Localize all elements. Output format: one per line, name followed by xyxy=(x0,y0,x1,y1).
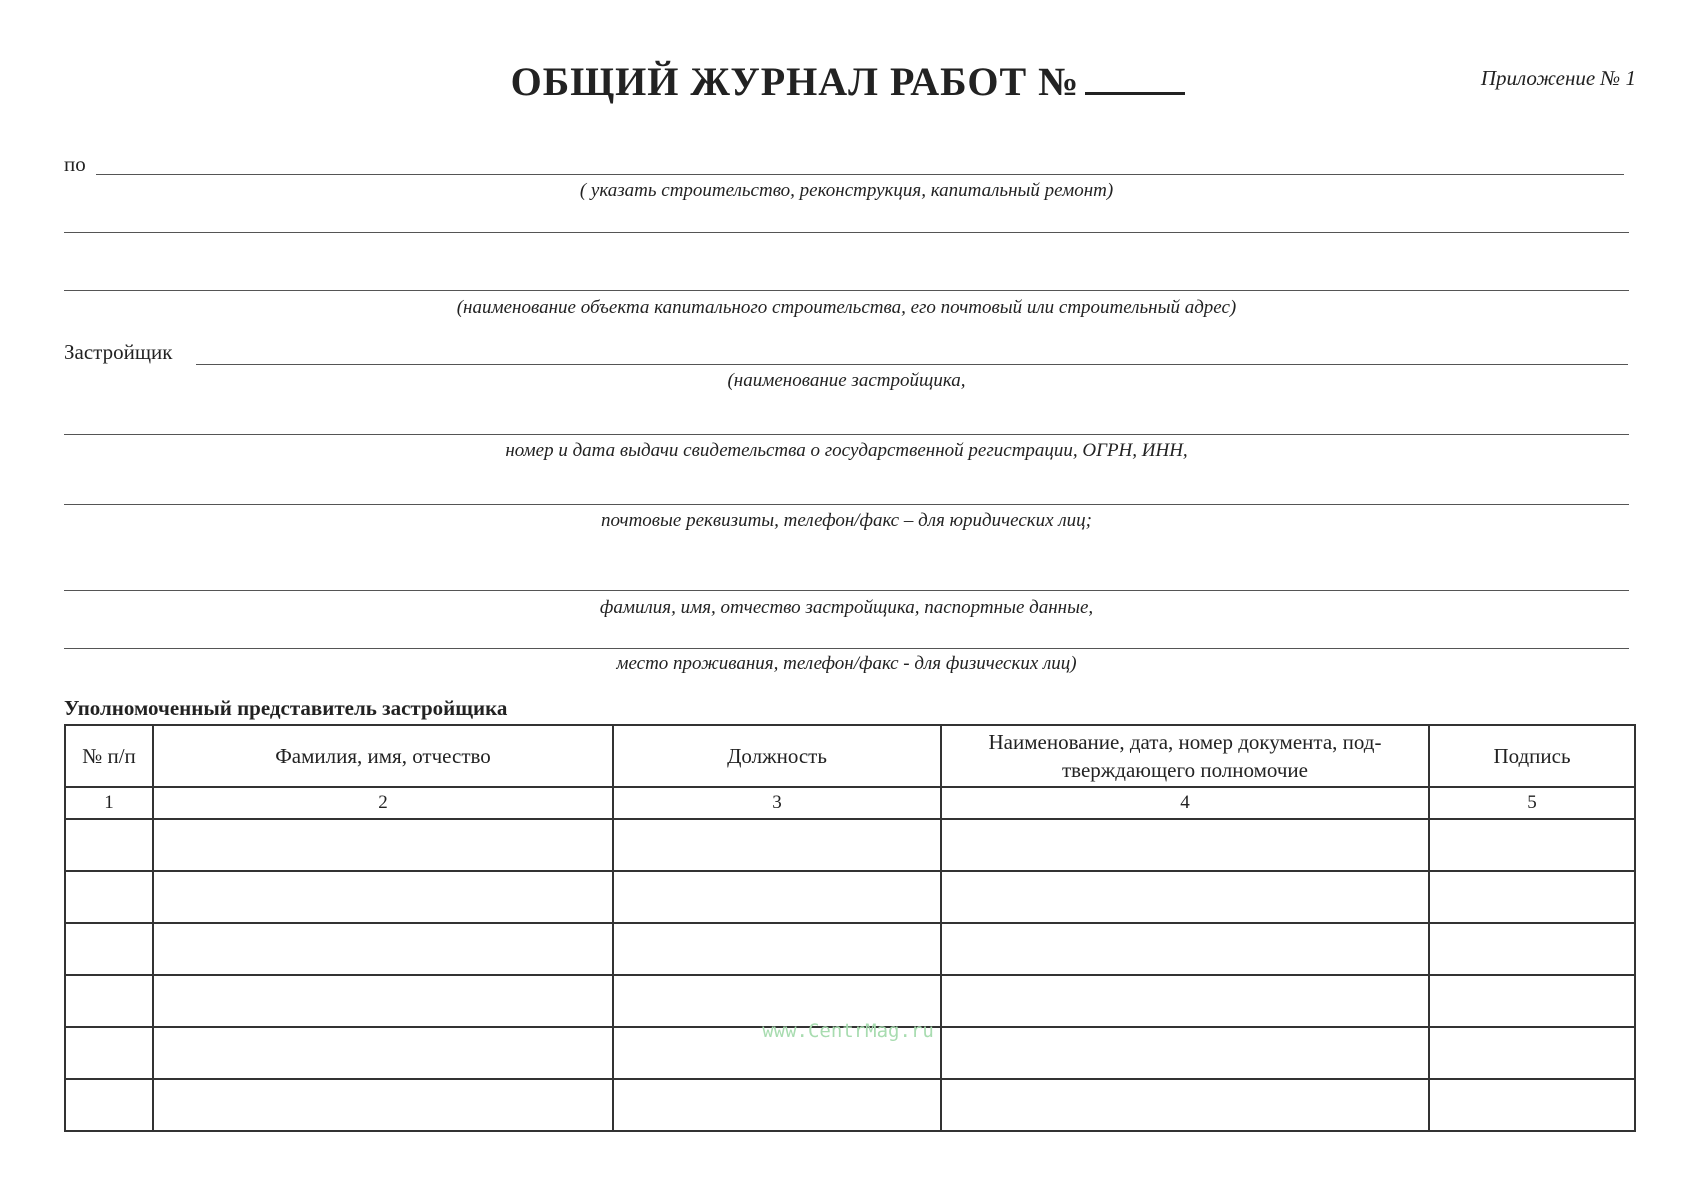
developer-line-1[interactable] xyxy=(196,364,1628,365)
table-row xyxy=(65,871,1635,923)
table-body xyxy=(65,819,1635,1131)
table-cell[interactable] xyxy=(1429,871,1635,923)
col-signature-index: 5 xyxy=(1429,787,1635,819)
table-cell[interactable] xyxy=(613,871,941,923)
table-cell[interactable] xyxy=(153,819,613,871)
developer-caption-3: почтовые реквизиты, телефон/факс – для юридических лиц; xyxy=(601,510,1092,531)
watermark: www.CentrMag.ru xyxy=(762,1020,934,1042)
table-cell[interactable] xyxy=(1429,819,1635,871)
table-cell[interactable] xyxy=(613,819,941,871)
col-document-header: Наименование, дата, номер документа, под-тверждающего полномочие xyxy=(941,725,1429,787)
developer-line-3[interactable] xyxy=(64,504,1629,505)
journal-number-blank[interactable] xyxy=(1085,62,1185,95)
col-fullname-index: 2 xyxy=(153,787,613,819)
title-text: ОБЩИЙ ЖУРНАЛ РАБОТ № xyxy=(510,59,1080,104)
object-caption: (наименование объекта капитального строительства, его почтовый или строительный адрес) xyxy=(456,297,1237,318)
object-line-1[interactable] xyxy=(64,232,1629,233)
table-column-numbers-row xyxy=(65,787,1635,819)
document-title xyxy=(0,58,1696,105)
developer-line-2[interactable] xyxy=(64,434,1629,435)
table-header-row xyxy=(65,725,1635,787)
table-cell[interactable] xyxy=(65,923,153,975)
table-cell[interactable] xyxy=(65,871,153,923)
table-cell[interactable] xyxy=(613,1079,941,1131)
table-cell[interactable] xyxy=(153,923,613,975)
developer-caption-5: место проживания, телефон/факс - для физических лиц) xyxy=(616,653,1077,674)
table-cell[interactable] xyxy=(1429,1079,1635,1131)
col-fullname-header: Фамилия, имя, отчество xyxy=(153,725,613,787)
col-number-index: 1 xyxy=(65,787,153,819)
table-cell[interactable] xyxy=(65,819,153,871)
developer-label: Застройщик xyxy=(64,340,173,364)
appendix-label: Приложение № 1 xyxy=(1480,66,1636,90)
developer-caption-2: номер и дата выдачи свидетельства о государственной регистрации, ОГРН, ИНН, xyxy=(505,440,1188,461)
developer-line-5[interactable] xyxy=(64,648,1629,649)
col-position-index: 3 xyxy=(613,787,941,819)
table-cell[interactable] xyxy=(153,1079,613,1131)
table-cell[interactable] xyxy=(941,871,1429,923)
po-label: по xyxy=(64,152,86,176)
table-cell[interactable] xyxy=(153,871,613,923)
representative-table xyxy=(64,724,1636,1132)
table-row xyxy=(65,923,1635,975)
table-cell[interactable] xyxy=(1429,923,1635,975)
table-row xyxy=(65,819,1635,871)
developer-caption-4: фамилия, имя, отчество застройщика, паспортные данные, xyxy=(599,597,1094,618)
object-line-2[interactable] xyxy=(64,290,1629,291)
developer-caption-1: (наименование застройщика, xyxy=(727,370,966,391)
representative-section-title: Уполномоченный представитель застройщика xyxy=(64,696,508,720)
table-row xyxy=(65,1079,1635,1131)
col-number-header: № п/п xyxy=(65,725,153,787)
col-position-header: Должность xyxy=(613,725,941,787)
table-cell[interactable] xyxy=(941,1079,1429,1131)
po-caption: ( указать строительство, реконструкция, капитальный ремонт) xyxy=(579,180,1114,201)
table-cell[interactable] xyxy=(613,923,941,975)
col-signature-header: Подпись xyxy=(1429,725,1635,787)
table-cell[interactable] xyxy=(941,819,1429,871)
table-cell[interactable] xyxy=(941,923,1429,975)
table-cell[interactable] xyxy=(65,1079,153,1131)
col-document-index: 4 xyxy=(941,787,1429,819)
po-line[interactable] xyxy=(96,174,1624,175)
developer-line-4[interactable] xyxy=(64,590,1629,591)
